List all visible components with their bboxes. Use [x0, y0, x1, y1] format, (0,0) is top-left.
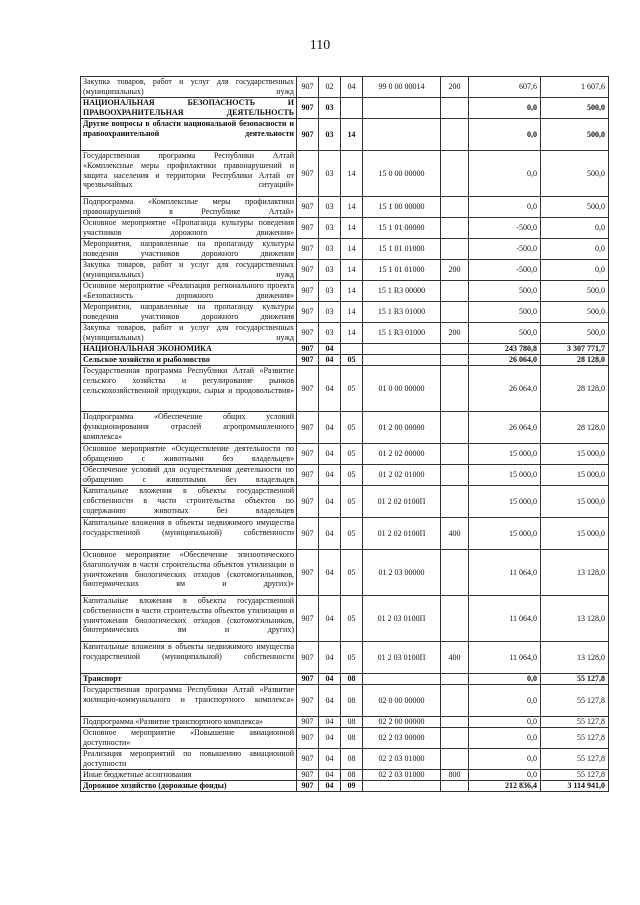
target-article-code	[363, 98, 441, 119]
gr-code: 907	[297, 119, 319, 151]
row-name: Закупка товаров, работ и услуг для государственных (муниципальных) нужд	[81, 77, 297, 98]
section-code: 04	[319, 728, 341, 749]
row-name: НАЦИОНАЛЬНАЯ ЭКОНОМИКА	[81, 344, 297, 355]
amount-2021: 500,0	[541, 281, 609, 302]
amount-2020: 0,0	[469, 98, 541, 119]
expense-type-code: 400	[441, 642, 469, 674]
expense-type-code	[441, 302, 469, 323]
row-name: Основное мероприятие «Обеспечение эпизоотического благополучия в части строительства объектов утилизации и уничтожения биологических отходов (скотомогильников, биотермических ям и других)»	[81, 550, 297, 596]
row-name: Другие вопросы в области национальной безопасности и правоохранительной деятельности	[81, 119, 297, 151]
section-code: 03	[319, 260, 341, 281]
table-row	[81, 323, 609, 344]
amount-2020: 500,0	[469, 281, 541, 302]
target-article-code: 15 0 00 00000	[363, 151, 441, 197]
gr-code: 907	[297, 77, 319, 98]
expense-type-code	[441, 596, 469, 642]
section-code: 04	[319, 486, 341, 518]
subsection-code: 14	[341, 260, 363, 281]
expense-type-code: 200	[441, 260, 469, 281]
amount-2021: 500,0	[541, 323, 609, 344]
section-code: 04	[319, 596, 341, 642]
subsection-code: 08	[341, 770, 363, 781]
amount-2021: 500,0	[541, 98, 609, 119]
subsection-code: 14	[341, 119, 363, 151]
target-article-code	[363, 781, 441, 792]
table-row	[81, 642, 609, 674]
amount-2021: 55 127,8	[541, 728, 609, 749]
amount-2020: 15 000,0	[469, 518, 541, 550]
target-article-code: 15 1 01 01000	[363, 239, 441, 260]
row-name: Капитальные вложения в объекты государственной собственности в части строительства объектов утилизации и уничтожения биологических отходов (скотомогильников, биотермических ям и других)	[81, 596, 297, 642]
table-row	[81, 518, 609, 550]
amount-2021: 15 000,0	[541, 465, 609, 486]
subsection-code: 05	[341, 412, 363, 444]
expense-type-code	[441, 749, 469, 770]
row-name: Государственная программа Республики Алтай «Комплексные меры профилактики правонарушений и защита населения и территории Республики Алтай от чрезвычайных ситуаций»	[81, 151, 297, 197]
subsection-code: 14	[341, 323, 363, 344]
subsection-code: 04	[341, 77, 363, 98]
target-article-code: 02 0 00 00000	[363, 685, 441, 717]
table-row	[81, 344, 609, 355]
subsection-code: 05	[341, 366, 363, 412]
subsection-code: 05	[341, 465, 363, 486]
table-row	[81, 302, 609, 323]
gr-code: 907	[297, 674, 319, 685]
subsection-code: 14	[341, 218, 363, 239]
subsection-code: 05	[341, 518, 363, 550]
gr-code: 907	[297, 685, 319, 717]
amount-2020: 243 780,8	[469, 344, 541, 355]
table-row	[81, 355, 609, 366]
amount-2021: 28 128,0	[541, 355, 609, 366]
row-name: Транспорт	[81, 674, 297, 685]
subsection-code: 05	[341, 596, 363, 642]
gr-code: 907	[297, 239, 319, 260]
subsection-code: 08	[341, 749, 363, 770]
target-article-code: 01 0 00 00000	[363, 366, 441, 412]
section-code: 04	[319, 642, 341, 674]
expense-type-code: 200	[441, 77, 469, 98]
target-article-code: 15 1 R3 01000	[363, 323, 441, 344]
expense-type-code	[441, 685, 469, 717]
expense-type-code	[441, 151, 469, 197]
amount-2020: 500,0	[469, 323, 541, 344]
amount-2020: 0,0	[469, 119, 541, 151]
target-article-code: 02 2 00 00000	[363, 717, 441, 728]
table-row	[81, 770, 609, 781]
table-row	[81, 77, 609, 98]
subsection-code: 09	[341, 781, 363, 792]
gr-code: 907	[297, 518, 319, 550]
amount-2021: 13 128,0	[541, 642, 609, 674]
target-article-code: 02 2 03 01000	[363, 770, 441, 781]
table-row	[81, 685, 609, 717]
amount-2021: 13 128,0	[541, 550, 609, 596]
table-row	[81, 444, 609, 465]
amount-2020: -500,0	[469, 218, 541, 239]
expense-type-code	[441, 465, 469, 486]
target-article-code	[363, 355, 441, 366]
expense-type-code	[441, 674, 469, 685]
amount-2020: 11 064,0	[469, 596, 541, 642]
target-article-code: 01 2 03 00000	[363, 550, 441, 596]
section-code: 04	[319, 674, 341, 685]
amount-2020: 15 000,0	[469, 444, 541, 465]
gr-code: 907	[297, 749, 319, 770]
gr-code: 907	[297, 550, 319, 596]
gr-code: 907	[297, 281, 319, 302]
target-article-code: 01 2 02 0100П	[363, 486, 441, 518]
section-code: 04	[319, 749, 341, 770]
row-name: Иные бюджетные ассигнования	[81, 770, 297, 781]
gr-code: 907	[297, 781, 319, 792]
subsection-code	[341, 98, 363, 119]
target-article-code: 15 1 R3 01000	[363, 302, 441, 323]
gr-code: 907	[297, 412, 319, 444]
expense-type-code	[441, 197, 469, 218]
section-code: 03	[319, 98, 341, 119]
amount-2020: 15 000,0	[469, 465, 541, 486]
subsection-code: 14	[341, 151, 363, 197]
gr-code: 907	[297, 444, 319, 465]
subsection-code: 08	[341, 685, 363, 717]
expense-type-code: 400	[441, 518, 469, 550]
gr-code: 907	[297, 728, 319, 749]
amount-2020: 11 064,0	[469, 642, 541, 674]
gr-code: 907	[297, 260, 319, 281]
amount-2020: 0,0	[469, 728, 541, 749]
amount-2021: 55 127,8	[541, 770, 609, 781]
table-row	[81, 239, 609, 260]
row-name: Основное мероприятие «Пропаганда культуры поведения участников дорожного движения»	[81, 218, 297, 239]
section-code: 03	[319, 302, 341, 323]
expense-type-code	[441, 550, 469, 596]
expense-type-code	[441, 444, 469, 465]
amount-2020: -500,0	[469, 239, 541, 260]
subsection-code: 14	[341, 197, 363, 218]
section-code: 04	[319, 685, 341, 717]
amount-2020: -500,0	[469, 260, 541, 281]
section-code: 02	[319, 77, 341, 98]
amount-2020: 500,0	[469, 302, 541, 323]
amount-2021: 28 128,0	[541, 412, 609, 444]
amount-2021: 55 127,8	[541, 717, 609, 728]
amount-2021: 500,0	[541, 302, 609, 323]
row-name: Мероприятия, направленные на пропаганду культуры поведения участников дорожного движения	[81, 302, 297, 323]
target-article-code: 99 0 00 00014	[363, 77, 441, 98]
gr-code: 907	[297, 151, 319, 197]
expense-type-code	[441, 119, 469, 151]
amount-2020: 0,0	[469, 151, 541, 197]
section-code: 03	[319, 323, 341, 344]
amount-2021: 1 607,6	[541, 77, 609, 98]
target-article-code: 01 2 00 00000	[363, 412, 441, 444]
expense-type-code	[441, 218, 469, 239]
amount-2020: 0,0	[469, 674, 541, 685]
row-name: Закупка товаров, работ и услуг для государственных (муниципальных) нужд	[81, 323, 297, 344]
table-row	[81, 366, 609, 412]
row-name: Капитальные вложения в объекты недвижимого имущества государственной (муниципальной) собственности	[81, 642, 297, 674]
amount-2021: 28 128,0	[541, 366, 609, 412]
expense-type-code	[441, 366, 469, 412]
budget-table-body	[81, 77, 609, 792]
row-name: Государственная программа Республики Алтай «Развитие сельского хозяйства и регулирование рынков сельскохозяйственной продукции, сырья и продовольствия»	[81, 366, 297, 412]
target-article-code: 02 2 03 00000	[363, 728, 441, 749]
table-row	[81, 218, 609, 239]
amount-2020: 607,6	[469, 77, 541, 98]
table-row	[81, 596, 609, 642]
gr-code: 907	[297, 770, 319, 781]
section-code: 04	[319, 366, 341, 412]
row-name: Дорожное хозяйство (дорожные фонды)	[81, 781, 297, 792]
subsection-code: 05	[341, 642, 363, 674]
amount-2021: 0,0	[541, 239, 609, 260]
amount-2020: 0,0	[469, 197, 541, 218]
section-code: 04	[319, 344, 341, 355]
table-row	[81, 281, 609, 302]
amount-2021: 500,0	[541, 197, 609, 218]
gr-code: 907	[297, 302, 319, 323]
row-name: Государственная программа Республики Алтай «Развитие жилищно-коммунального и транспортного комплекса»	[81, 685, 297, 717]
target-article-code: 15 1 01 00000	[363, 218, 441, 239]
row-name: НАЦИОНАЛЬНАЯ БЕЗОПАСНОСТЬ И ПРАВООХРАНИТЕЛЬНАЯ ДЕЯТЕЛЬНОСТЬ	[81, 98, 297, 119]
amount-2020: 0,0	[469, 749, 541, 770]
gr-code: 907	[297, 465, 319, 486]
section-code: 04	[319, 550, 341, 596]
subsection-code: 08	[341, 674, 363, 685]
target-article-code: 01 2 02 0100П	[363, 518, 441, 550]
target-article-code	[363, 119, 441, 151]
row-name: Подпрограмма «Комплексные меры профилактики правонарушений в Республике Алтай»	[81, 197, 297, 218]
row-name: Закупка товаров, работ и услуг для государственных (муниципальных) нужд	[81, 260, 297, 281]
gr-code: 907	[297, 366, 319, 412]
subsection-code	[341, 344, 363, 355]
table-row	[81, 119, 609, 151]
table-row	[81, 717, 609, 728]
table-row	[81, 781, 609, 792]
page-number: 110	[309, 38, 331, 53]
gr-code: 907	[297, 717, 319, 728]
gr-code: 907	[297, 355, 319, 366]
amount-2020: 0,0	[469, 770, 541, 781]
amount-2020: 26 064,0	[469, 355, 541, 366]
table-row	[81, 749, 609, 770]
row-name: Основное мероприятие «Повышение авиационной доступности»	[81, 728, 297, 749]
amount-2021: 15 000,0	[541, 444, 609, 465]
table-row	[81, 550, 609, 596]
row-name: Основное мероприятие «Осуществление деятельности по обращению с животными без владельцев»	[81, 444, 297, 465]
row-name: Подпрограмма «Обеспечение общих условий функционирования отраслей агропромышленного комплекса»	[81, 412, 297, 444]
target-article-code: 15 1 R3 00000	[363, 281, 441, 302]
amount-2021: 55 127,8	[541, 749, 609, 770]
subsection-code: 05	[341, 355, 363, 366]
subsection-code: 08	[341, 728, 363, 749]
amount-2020: 0,0	[469, 717, 541, 728]
amount-2021: 0,0	[541, 218, 609, 239]
subsection-code: 05	[341, 486, 363, 518]
subsection-code: 14	[341, 281, 363, 302]
row-name: Сельское хозяйство и рыболовство	[81, 355, 297, 366]
subsection-code: 14	[341, 239, 363, 260]
section-code: 03	[319, 281, 341, 302]
table-row	[81, 674, 609, 685]
subsection-code: 14	[341, 302, 363, 323]
gr-code: 907	[297, 323, 319, 344]
subsection-code: 05	[341, 550, 363, 596]
amount-2021: 55 127,8	[541, 674, 609, 685]
section-code: 04	[319, 412, 341, 444]
gr-code: 907	[297, 98, 319, 119]
amount-2021: 13 128,0	[541, 596, 609, 642]
amount-2020: 26 064,0	[469, 366, 541, 412]
section-code: 04	[319, 444, 341, 465]
target-article-code	[363, 674, 441, 685]
amount-2021: 500,0	[541, 151, 609, 197]
row-name: Капитальные вложения в объекты государственной собственности в части строительства объектов по содержанию животных без владельцев	[81, 486, 297, 518]
expense-type-code	[441, 281, 469, 302]
target-article-code: 01 2 03 0100П	[363, 596, 441, 642]
table-row	[81, 486, 609, 518]
expense-type-code	[441, 728, 469, 749]
row-name: Обеспечение условий для осуществления деятельности по обращению с животными без владельцев	[81, 465, 297, 486]
section-code: 04	[319, 770, 341, 781]
gr-code: 907	[297, 344, 319, 355]
section-code: 04	[319, 465, 341, 486]
section-code: 03	[319, 197, 341, 218]
table-row	[81, 197, 609, 218]
amount-2020: 26 064,0	[469, 412, 541, 444]
amount-2020: 11 064,0	[469, 550, 541, 596]
gr-code: 907	[297, 197, 319, 218]
target-article-code: 01 2 02 01000	[363, 465, 441, 486]
section-code: 03	[319, 218, 341, 239]
section-code: 03	[319, 151, 341, 197]
expense-type-code: 200	[441, 323, 469, 344]
row-name: Основное мероприятие «Реализация регионального проекта «Безопасность дорожного движения»	[81, 281, 297, 302]
amount-2021: 3 114 941,0	[541, 781, 609, 792]
expense-type-code	[441, 412, 469, 444]
expense-type-code	[441, 239, 469, 260]
section-code: 03	[319, 239, 341, 260]
expense-type-code: 800	[441, 770, 469, 781]
amount-2020: 212 836,4	[469, 781, 541, 792]
amount-2021: 15 000,0	[541, 486, 609, 518]
subsection-code: 05	[341, 444, 363, 465]
target-article-code: 01 2 03 0100П	[363, 642, 441, 674]
table-row	[81, 98, 609, 119]
amount-2021: 0,0	[541, 260, 609, 281]
budget-table	[80, 76, 609, 792]
target-article-code: 02 2 03 01000	[363, 749, 441, 770]
target-article-code	[363, 344, 441, 355]
section-code: 04	[319, 518, 341, 550]
table-row	[81, 412, 609, 444]
table-row	[81, 728, 609, 749]
expense-type-code	[441, 781, 469, 792]
row-name: Капитальные вложения в объекты недвижимого имущества государственной (муниципальной) собственности	[81, 518, 297, 550]
amount-2021: 55 127,8	[541, 685, 609, 717]
section-code: 04	[319, 781, 341, 792]
section-code: 04	[319, 355, 341, 366]
table-row	[81, 151, 609, 197]
expense-type-code	[441, 486, 469, 518]
subsection-code: 08	[341, 717, 363, 728]
table-row	[81, 465, 609, 486]
expense-type-code	[441, 98, 469, 119]
target-article-code: 15 1 01 01000	[363, 260, 441, 281]
amount-2021: 3 307 771,7	[541, 344, 609, 355]
amount-2020: 0,0	[469, 685, 541, 717]
expense-type-code	[441, 717, 469, 728]
row-name: Мероприятия, направленные на пропаганду культуры поведения участников дорожного движения	[81, 239, 297, 260]
table-row	[81, 260, 609, 281]
expense-type-code	[441, 344, 469, 355]
target-article-code: 15 1 00 00000	[363, 197, 441, 218]
gr-code: 907	[297, 642, 319, 674]
section-code: 03	[319, 119, 341, 151]
amount-2021: 500,0	[541, 119, 609, 151]
amount-2020: 15 000,0	[469, 486, 541, 518]
section-code: 04	[319, 717, 341, 728]
row-name: Реализация мероприятий по повышению авиационной доступности	[81, 749, 297, 770]
expense-type-code	[441, 355, 469, 366]
gr-code: 907	[297, 486, 319, 518]
gr-code: 907	[297, 596, 319, 642]
row-name: Подпрограмма «Развитие транспортного комплекса»	[81, 717, 297, 728]
target-article-code: 01 2 02 00000	[363, 444, 441, 465]
amount-2021: 15 000,0	[541, 518, 609, 550]
gr-code: 907	[297, 218, 319, 239]
